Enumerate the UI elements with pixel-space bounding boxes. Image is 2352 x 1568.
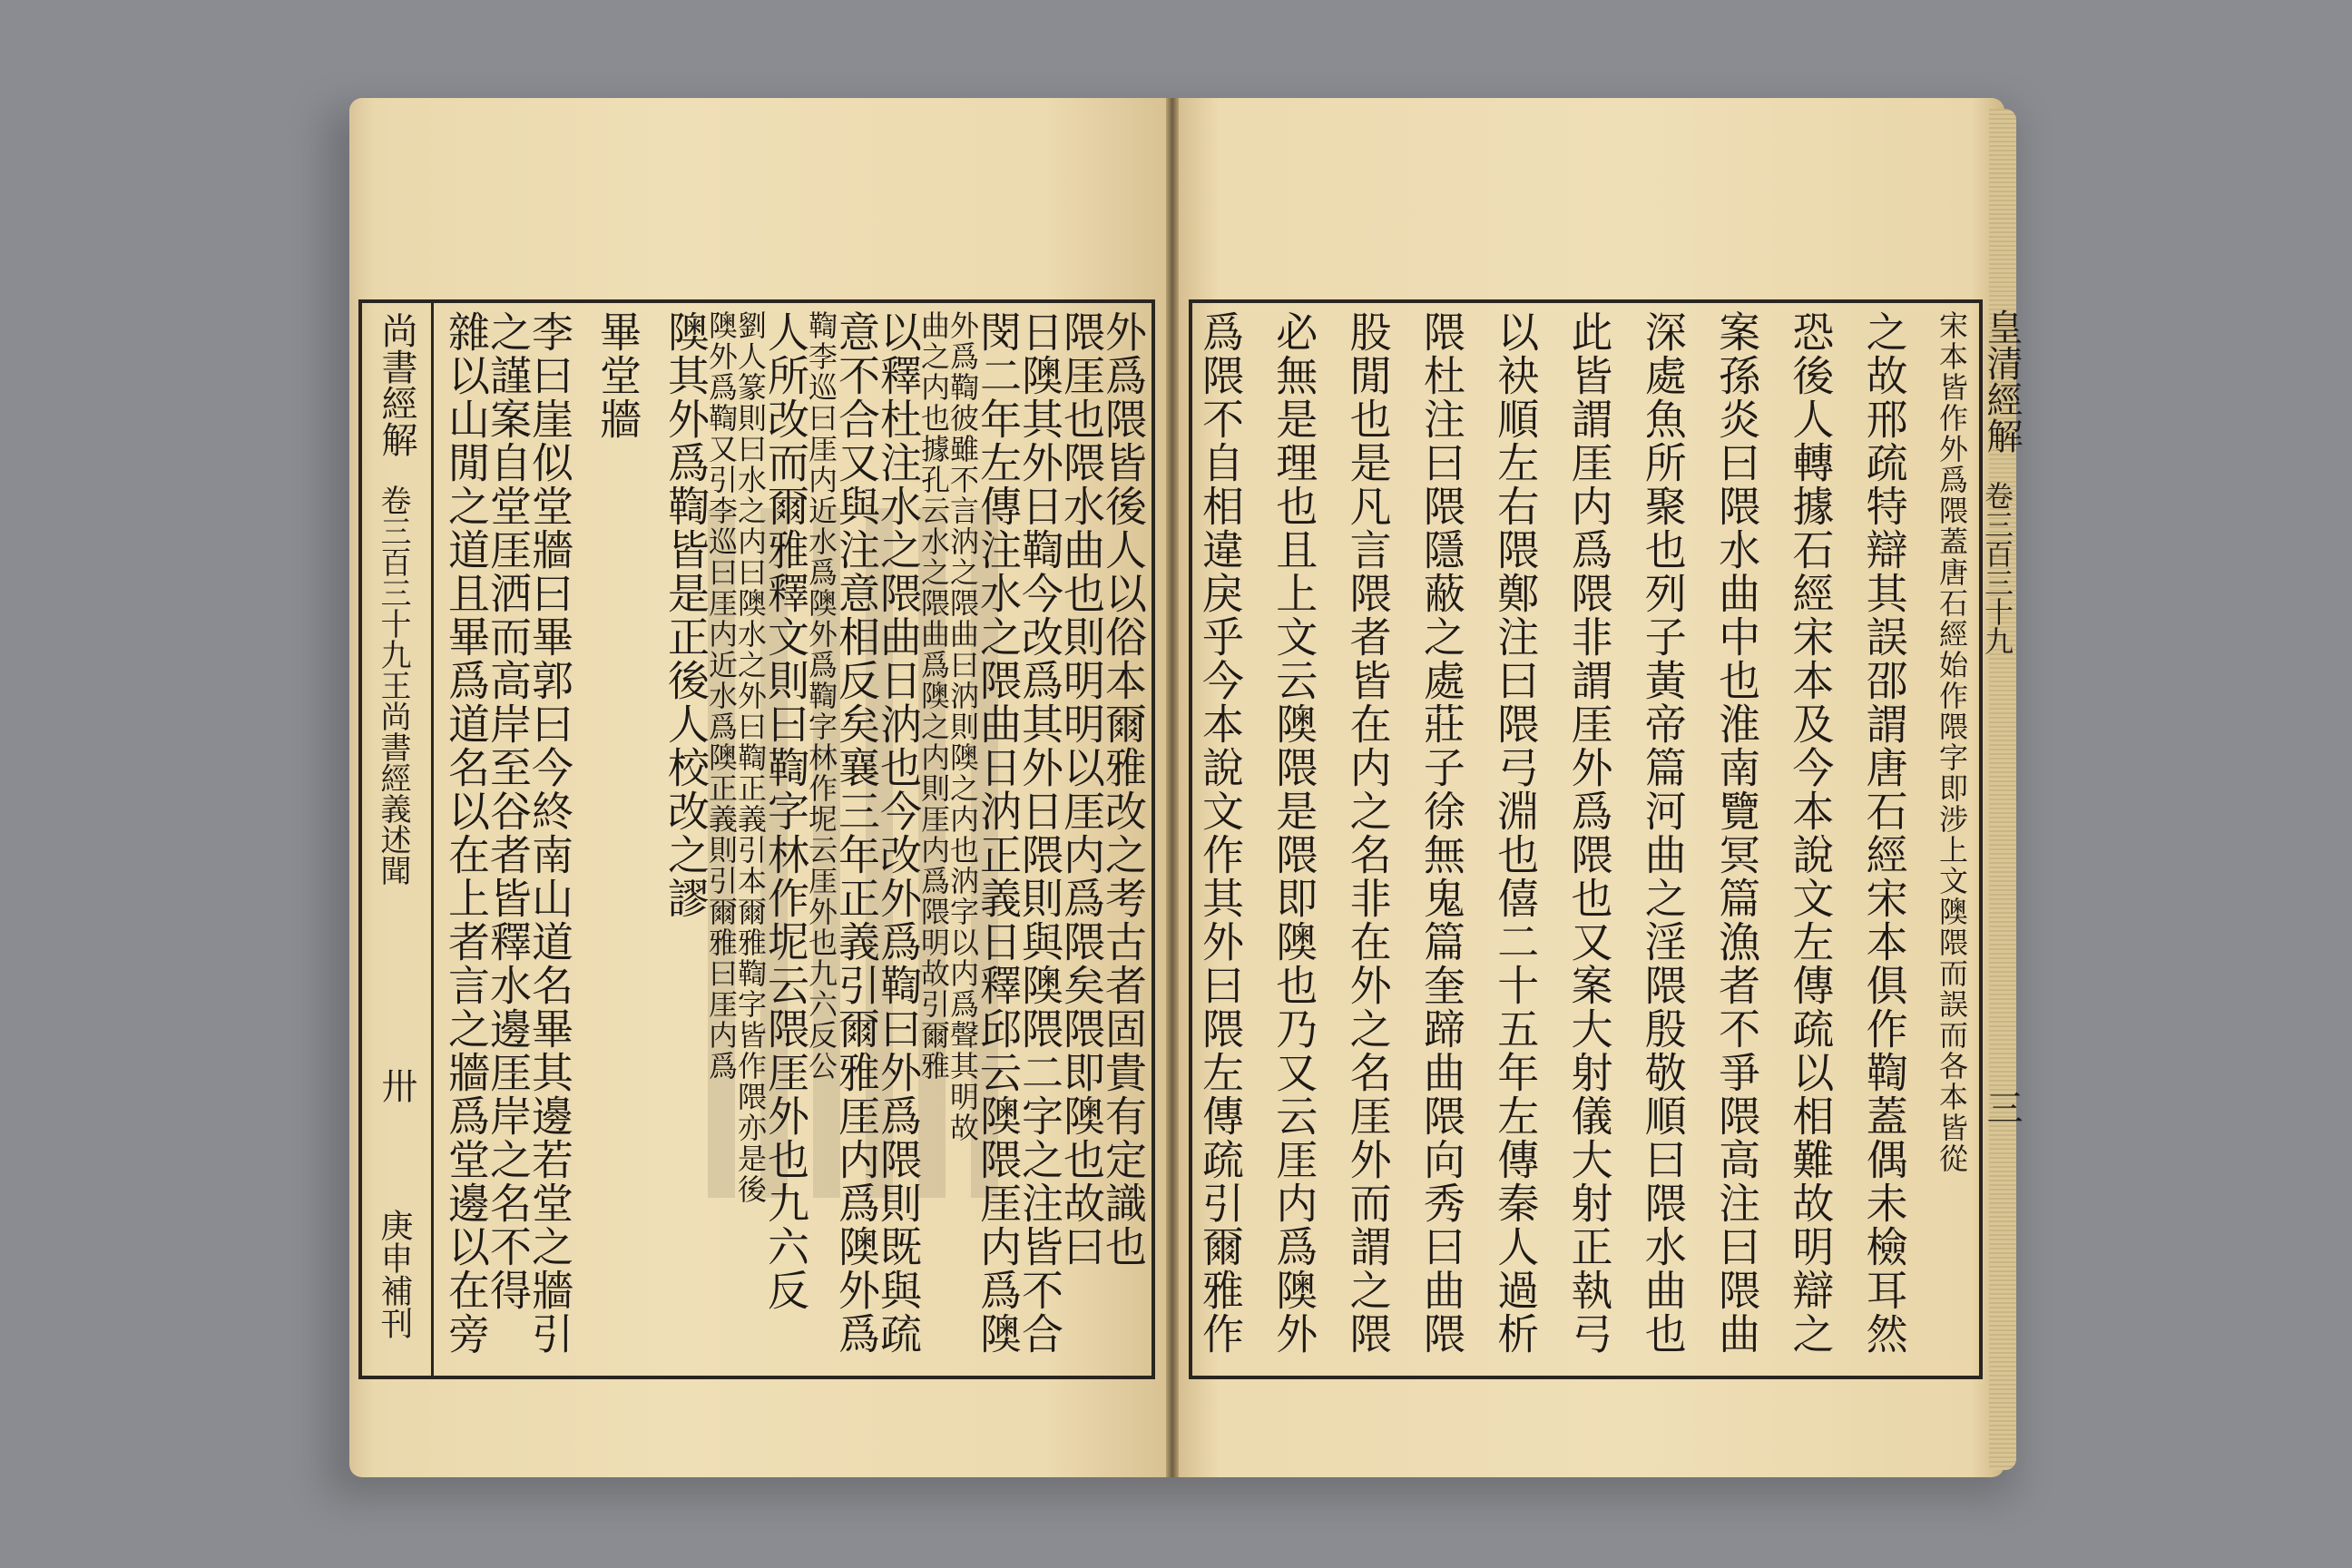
left-text-column: 閔二年左傳注水之隈曲日汭正義日釋邱云隩隈厓内爲隩 [974, 310, 1023, 1356]
right-fold-page: 三 [1981, 1089, 2023, 1125]
right-fold-chapter: 卷三百三十九 [1980, 481, 2014, 655]
right-text-column: 深處魚所聚也列子黃帝篇河曲之淫隈殷敬順曰隈水曲也 [1638, 310, 1688, 1356]
left-text-column: 意不合又與注意相反矣襄三年正義引爾雅厓内爲隩外爲 [832, 310, 881, 1356]
book-spine [1166, 98, 1179, 1477]
left-text-column: 外爲鞫彼雖不言汭之隈曲曰汭則隩之内也汭字以内爲聲其明故 [946, 310, 980, 1143]
left-text-column: 鞫李巡曰厓内近水爲隩外爲鞫字林作坭云厓外也九六反公 [804, 310, 838, 1082]
right-text-column: 必無是理也且上文云隩隈是隈即隩也乃又云厓内爲隩外 [1269, 310, 1319, 1356]
right-text-column: 恐後人轉據石經宋本及今本說文左傳疏以相難故明辯之 [1786, 310, 1836, 1356]
right-text-frame [1189, 299, 1983, 1379]
right-text-column: 案孫炎曰隈水曲中也淮南覽冥篇漁者不爭隈高注曰隈曲 [1712, 310, 1762, 1356]
right-fold-column [1976, 299, 2023, 1379]
left-fold-column [358, 303, 434, 1376]
left-text-column: 外爲隈皆後人以俗本爾雅改之考古者固貴有定識也 [1099, 310, 1148, 1269]
left-text-column: 日隩其外日鞫今改爲其外日隈則與隩隈二字之注皆不合 [1015, 310, 1064, 1356]
left-fold-page: 卅 [376, 1067, 417, 1103]
left-text-column: 畢堂牆 [593, 310, 642, 441]
left-text-column: 隈厓也隈水曲也則明明以厓内爲隈矣隈即隩也故曰 [1057, 310, 1106, 1269]
right-columns [1196, 310, 1969, 1368]
left-text-column: 隩其外爲鞫皆是正後人校改之謬 [662, 310, 710, 920]
right-text-column: 之故邢疏特辯其誤邵謂唐石經宋本俱作鞫蓋偶未檢耳然 [1859, 310, 1909, 1356]
right-text-column: 爲隈不自相違戾乎今本說文作其外曰隈左傳疏引爾雅作 [1196, 310, 1245, 1356]
left-fold-footer: 庚申補刊 [376, 1209, 413, 1339]
right-text-column: 以袂順左右隈鄭注曰隈弓淵也僖二十五年左傳秦人過析 [1491, 310, 1541, 1356]
right-text-column: 此皆謂厓内爲隈非謂厓外爲隈也又案大射儀大射正執弓 [1564, 310, 1614, 1356]
right-text-column: 股閒也是凡言隈者皆在内之名非在外之名厓外而謂之隈 [1343, 310, 1393, 1356]
right-text-column: 隈杜注曰隈隱蔽之處莊子徐無鬼篇奎蹄曲隈向秀曰曲隈 [1416, 310, 1466, 1356]
left-text-column: 之謹案自堂厓洒而高岸至谷者皆釋水邊厓岸之名不得 [484, 310, 533, 1312]
left-text-column [571, 310, 597, 1368]
left-fold-chapter: 卷三百三十九王尚書經義述聞 [375, 485, 411, 886]
left-columns [442, 310, 1148, 1368]
left-text-column: 隩外爲鞫又引李巡曰厓内近水爲隩正義則引爾雅曰厓内爲 [704, 310, 739, 1082]
left-text-column: 人所改而爾雅釋文則曰鞫字林作坭云隈厓外也九六反 [761, 310, 810, 1312]
left-text-column: 劉人篆則曰水之内曰隩水之外曰鞫正義引本爾雅鞫字皆作隈亦是後 [733, 310, 768, 1205]
right-text-column: 宋本皆作外爲隈蓋唐石經始作隈字即涉上文隩隈而誤而各本皆從 [1934, 310, 1969, 1174]
left-text-frame [358, 299, 1155, 1379]
left-text-column: 以釋杜注水之隈曲日汭也今改外爲鞫曰外爲隈則既與疏 [874, 310, 923, 1356]
left-fold-title: 尚書經解 [376, 312, 417, 457]
left-text-column: 雜以山閒之道且畢爲道名以在上者言之牆爲堂邊以在旁 [442, 310, 491, 1356]
right-fold-title: 皇清經解 [1981, 309, 2023, 454]
left-text-column: 曲之内也據孔云水之隈曲爲隩之内則厓内爲隈明故引爾雅 [916, 310, 951, 1082]
left-text-column: 李曰崖似堂牆曰畢郭曰今終南山道名畢其邊若堂之牆引 [525, 310, 574, 1356]
